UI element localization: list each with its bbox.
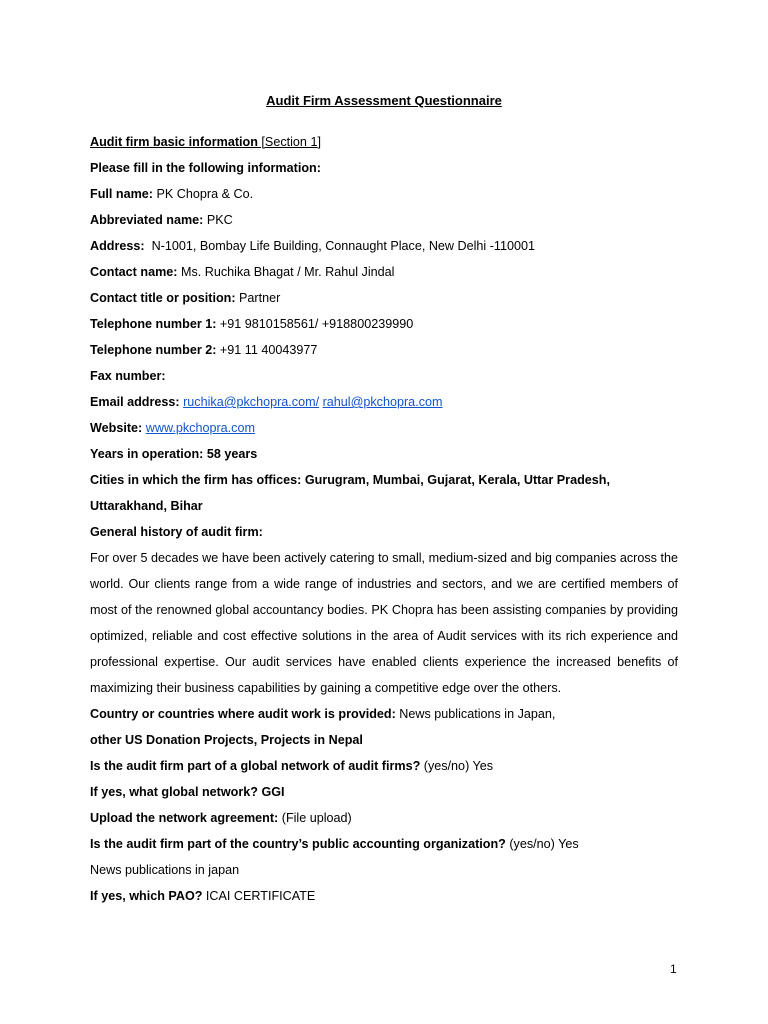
- abbrev-name-value: PKC: [203, 213, 233, 227]
- abbrev-name-row: [90, 207, 678, 233]
- pao-which-row: [90, 883, 678, 909]
- countries-row: [90, 701, 678, 727]
- contact-title-label: Contact title or position:: [90, 291, 236, 305]
- years-value: 58 years: [203, 447, 258, 461]
- upload-value: (File upload): [278, 811, 352, 825]
- fax-label: Fax number:: [90, 369, 166, 383]
- abbrev-name-label: Abbreviated name:: [90, 213, 204, 227]
- contact-title-value: Partner: [235, 291, 281, 305]
- cities-row: [90, 467, 678, 519]
- contact-name-value: Ms. Ruchika Bhagat / Mr. Rahul Jindal: [177, 265, 395, 279]
- contact-title-row: [90, 285, 678, 311]
- email-link-ruchika[interactable]: ruchika@pkchopra.com/: [183, 395, 320, 409]
- pao-note: News publications in japan: [90, 863, 240, 877]
- email-link-rahul[interactable]: rahul@pkchopra.com: [322, 395, 443, 409]
- upload-row: [90, 805, 678, 831]
- network-label: Is the audit firm part of a global network of audit firms?: [90, 759, 421, 773]
- network-value: (yes/no) Yes: [420, 759, 494, 773]
- section-heading-row: [90, 129, 678, 155]
- fax-row: [90, 363, 678, 389]
- upload-label: Upload the network agreement:: [90, 811, 279, 825]
- pao-which-value: ICAI CERTIFICATE: [202, 889, 316, 903]
- pao-value: (yes/no) Yes: [505, 837, 579, 851]
- full-name-label: Full name:: [90, 187, 153, 201]
- document-body: [90, 129, 678, 909]
- phone1-value: +91 9810158561/ +918800239990: [216, 317, 414, 331]
- cities-label: Cities in which the firm has offices:: [90, 473, 302, 487]
- section-tag: [Section 1]: [257, 135, 321, 149]
- website-label: Website:: [90, 421, 143, 435]
- address-label: Address:: [90, 239, 145, 253]
- network-name-label: If yes, what global network?: [90, 785, 258, 799]
- page-number: 1: [670, 962, 677, 976]
- phone2-value: +91 11 40043977: [216, 343, 318, 357]
- address-value: N-1001, Bombay Life Building, Connaught Place, New Delhi -110001: [144, 239, 535, 253]
- history-paragraph: For over 5 decades we have been actively catering to small, medium-sized and big companies across the world. Our clients range from a wide range of industries and sectors, and we are certified members of most of the renowned global accountancy bodies. PK Chopra has been assisting companies by providing optimized, reliable and cost effective solutions in the area of Audit services with its rich experience and professional expertise. Our audit services have enabled clients experience the increased benefits of maximizing their business capabilities by gaining a competitive edge over the others.: [90, 551, 678, 695]
- countries-more: other US Donation Projects, Projects in Nepal: [90, 733, 363, 747]
- pao-row: [90, 831, 678, 857]
- years-label: Years in operation:: [90, 447, 204, 461]
- pao-which-label: If yes, which PAO?: [90, 889, 203, 903]
- history-label: General history of audit firm:: [90, 525, 263, 539]
- countries-label: Country or countries where audit work is provided:: [90, 707, 396, 721]
- phone2-label: Telephone number 2:: [90, 343, 217, 357]
- address-row: [90, 233, 678, 259]
- email-row: [90, 389, 678, 415]
- network-name-value: GGI: [257, 785, 285, 799]
- phone2-row: [90, 337, 678, 363]
- website-row: [90, 415, 678, 441]
- document-title: Audit Firm Assessment Questionnaire: [266, 93, 502, 108]
- years-row: [90, 441, 678, 467]
- pao-label: Is the audit firm part of the country’s public accounting organization?: [90, 837, 506, 851]
- contact-name-label: Contact name:: [90, 265, 178, 279]
- instruction: Please fill in the following information:: [90, 161, 321, 175]
- email-label: Email address:: [90, 395, 180, 409]
- network-row: [90, 753, 678, 779]
- full-name-value: PK Chopra & Co.: [152, 187, 254, 201]
- countries-value: News publications in Japan,: [395, 707, 556, 721]
- section-heading: Audit firm basic information: [90, 135, 258, 149]
- phone1-row: [90, 311, 678, 337]
- contact-name-row: [90, 259, 678, 285]
- network-name-row: [90, 779, 678, 805]
- full-name-row: [90, 181, 678, 207]
- phone1-label: Telephone number 1:: [90, 317, 217, 331]
- website-link[interactable]: www.pkchopra.com: [145, 421, 255, 435]
- cities-value: Gurugram, Mumbai, Gujarat, Kerala, Uttar Pradesh, Uttarakhand, Bihar: [90, 473, 610, 513]
